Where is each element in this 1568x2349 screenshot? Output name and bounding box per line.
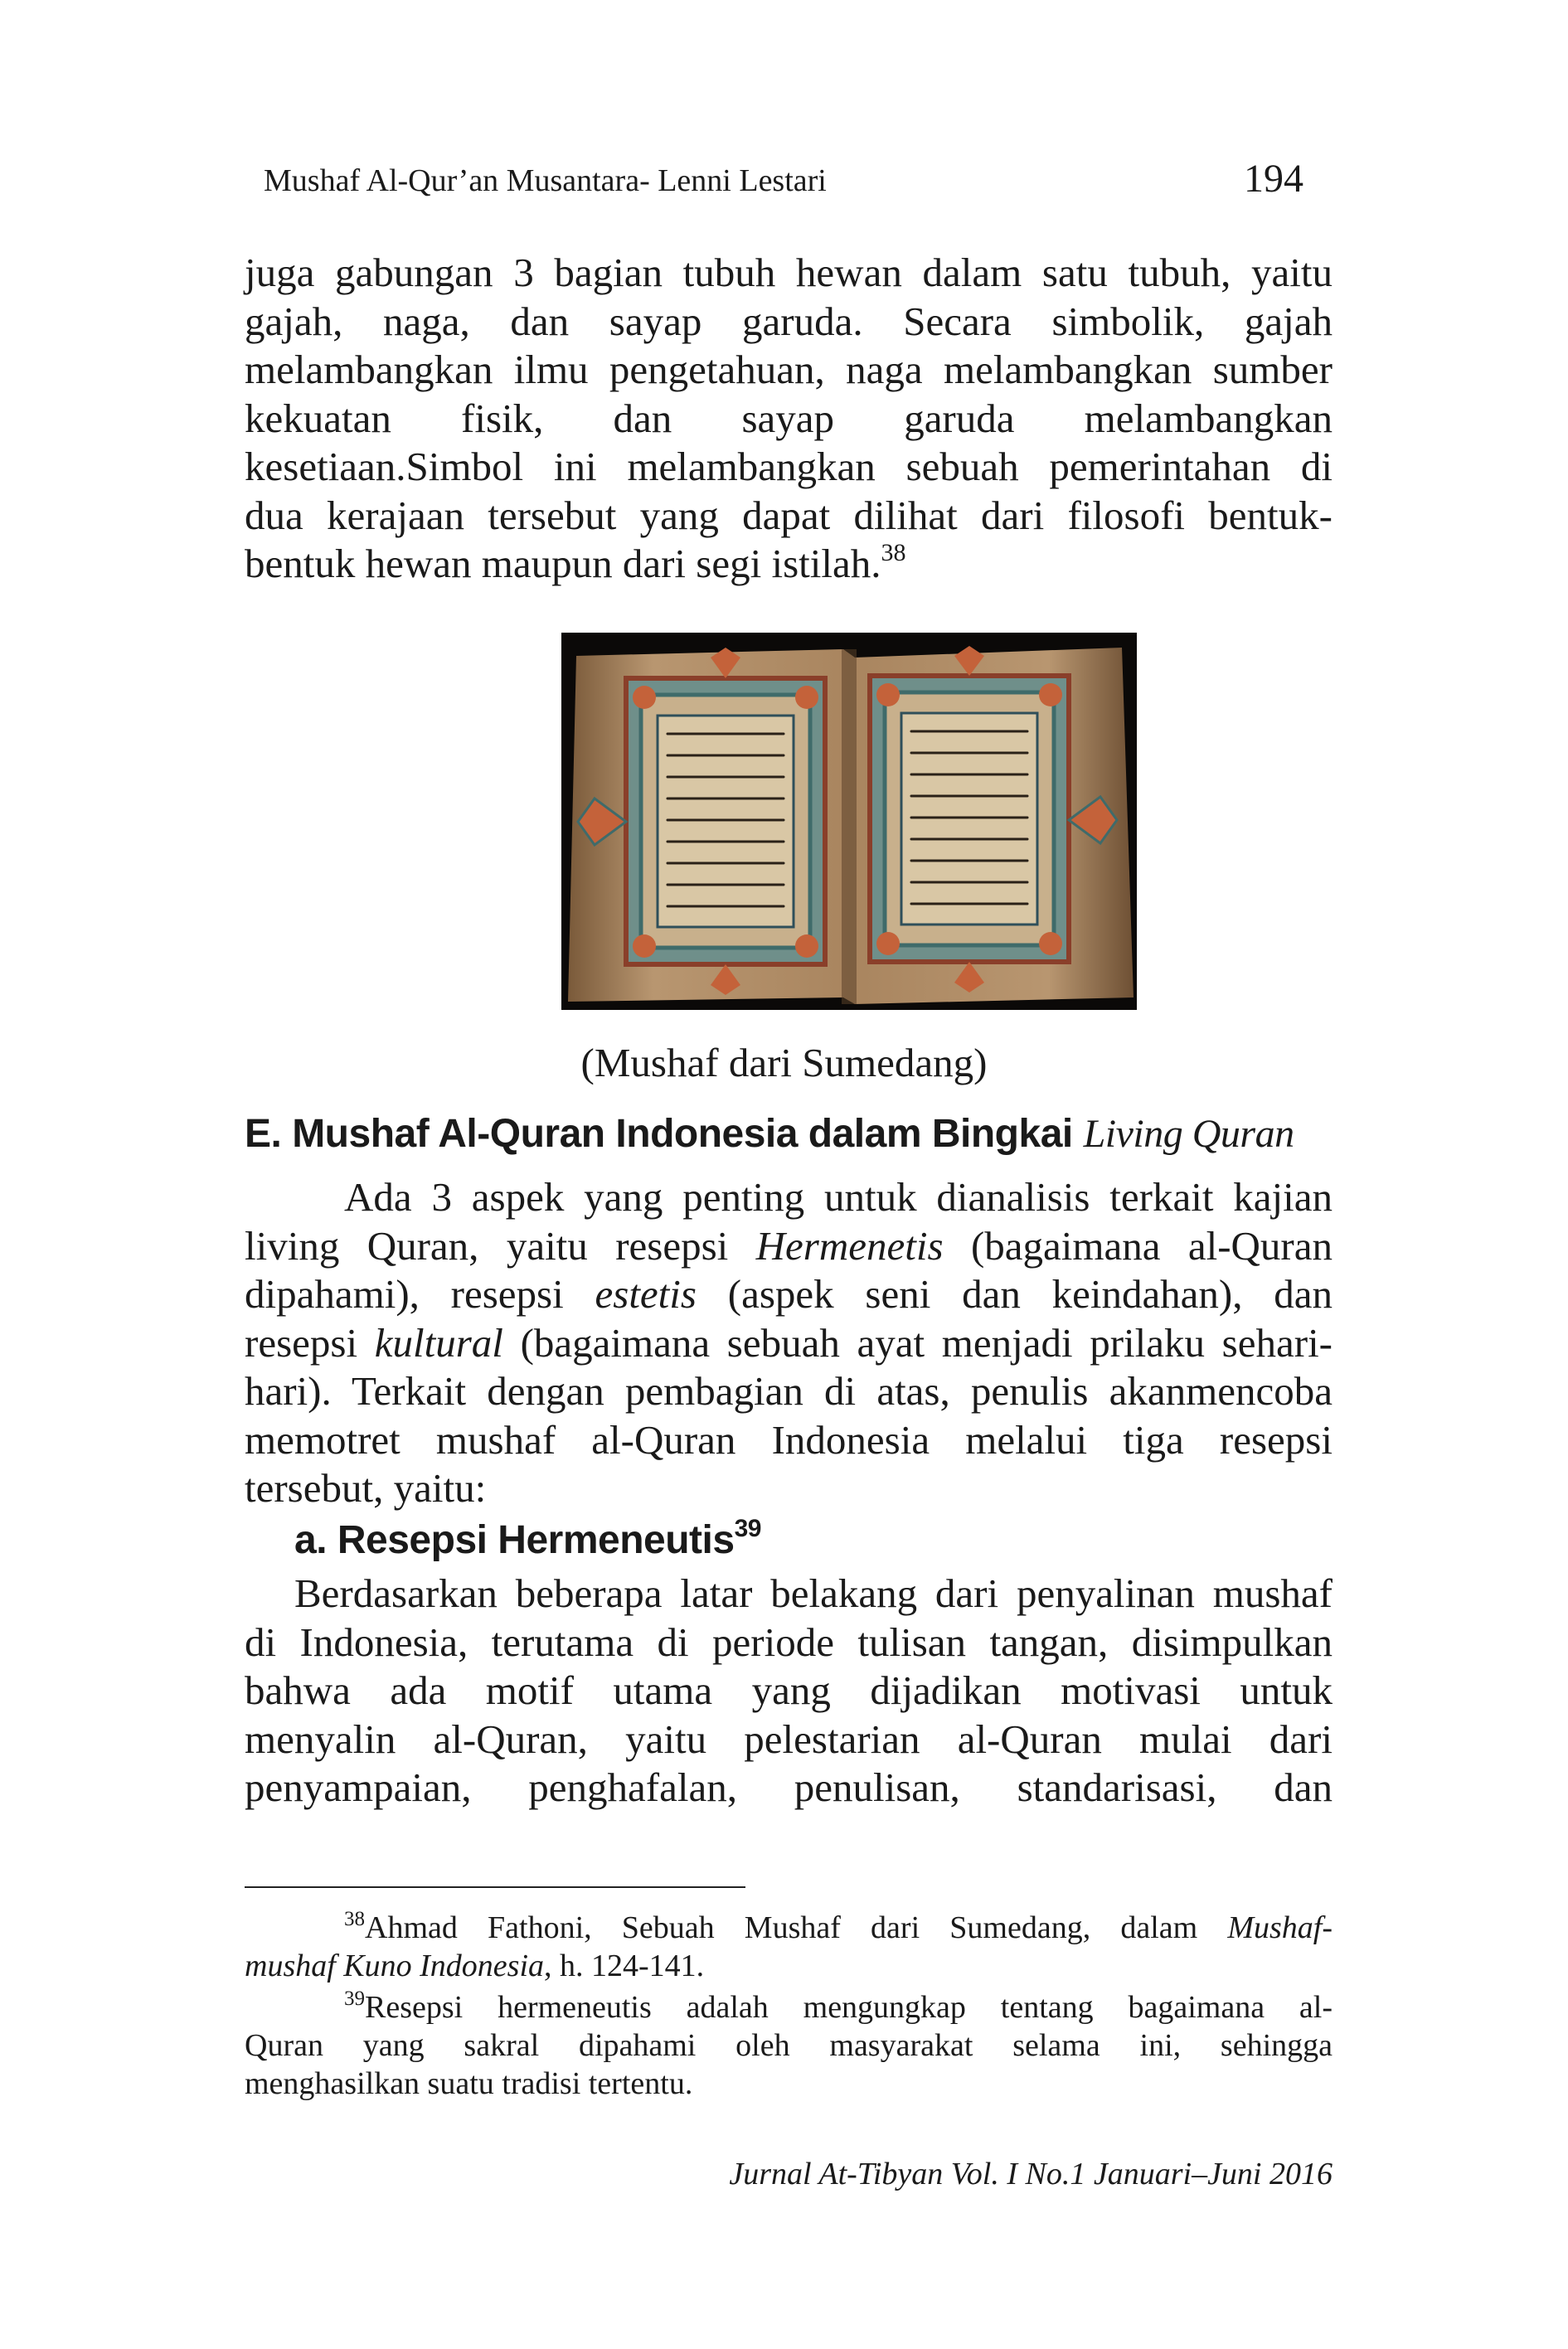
- footnote-39: [245, 1988, 1333, 2103]
- italic-term: kultural: [374, 1319, 503, 1366]
- footnote-divider: [245, 1886, 745, 1888]
- text-line: Quran yang sakral dipahami oleh masyarakat selama ini, sehingga: [245, 2028, 1333, 2063]
- text-fragment: (bagaimana sebuah ayat menjadi prilaku sehari-: [520, 1319, 1333, 1366]
- section-heading-italic: Living Quran: [1083, 1112, 1294, 1156]
- subsection-heading-text: a. Resepsi Hermeneutis: [294, 1518, 735, 1562]
- footnote-ref-38[interactable]: 38: [881, 539, 906, 566]
- paragraph-2: [245, 1173, 1333, 1513]
- text-fragment: living Quran, yaitu resepsi: [245, 1222, 729, 1269]
- page-number: 194: [1244, 157, 1303, 201]
- text-line: bahwa ada motif utama yang dijadikan motivasi untuk: [245, 1667, 1333, 1713]
- text-line: melambangkan ilmu pengetahuan, naga melambangkan sumber: [245, 347, 1333, 392]
- text-line: [245, 1270, 1333, 1319]
- text-fragment: , h. 124-141.: [544, 1949, 705, 1983]
- text-fragment: (aspek seni dan keindahan), dan: [727, 1271, 1333, 1317]
- text-line: dua kerajaan tersebut yang dapat dilihat dari filosofi bentuk-: [245, 492, 1333, 538]
- text-line: menghasilkan suatu tradisi tertentu.: [245, 2066, 693, 2101]
- text-line: gajah, naga, dan sayap garuda. Secara simbolik, gajah: [245, 298, 1333, 344]
- text-line: hari). Terkait dengan pembagian di atas, penulis akanmencoba: [245, 1368, 1333, 1414]
- text-line: [245, 1222, 1333, 1271]
- footnote-38: [245, 1909, 1333, 1985]
- footnote-number: 38: [344, 1908, 365, 1930]
- text-line: [245, 540, 1333, 589]
- text-line: [245, 1319, 1333, 1368]
- text-line: Ada 3 aspek yang penting untuk dianalisis terkait kajian: [344, 1174, 1333, 1220]
- text-fragment: Resepsi hermeneutis adalah mengungkap tentang bagaimana al-: [365, 1990, 1333, 2025]
- text-line: penyampaian, penghafalan, penulisan, standarisasi, dan: [245, 1764, 1333, 1810]
- footnote-ref-39[interactable]: 39: [734, 1515, 761, 1542]
- paragraph-3: [245, 1570, 1333, 1813]
- section-heading-e: [245, 1111, 1294, 1157]
- text-fragment: bentuk hewan maupun dari segi istilah.: [245, 541, 881, 586]
- text-line: Berdasarkan beberapa latar belakang dari penyalinan mushaf: [294, 1570, 1333, 1616]
- text-fragment: resepsi: [245, 1319, 358, 1366]
- text-fragment: (bagaimana al-Quran: [970, 1222, 1333, 1269]
- italic-term: Mushaf-: [1227, 1910, 1333, 1945]
- text-fragment: Ahmad Fathoni, Sebuah Mushaf dari Sumedang, dalam: [365, 1910, 1198, 1945]
- italic-term: Hermenetis: [755, 1222, 944, 1269]
- text-line: [245, 1909, 1333, 1947]
- text-line: kesetiaan.Simbol ini melambangkan sebuah pemerintahan di: [245, 444, 1333, 489]
- italic-term: mushaf Kuno Indonesia: [245, 1949, 544, 1983]
- text-line: memotret mushaf al-Quran Indonesia melalui tiga resepsi: [245, 1416, 1333, 1463]
- text-line: menyalin al-Quran, yaitu pelestarian al-Quran mulai dari: [245, 1716, 1333, 1762]
- paragraph-1: [245, 249, 1333, 589]
- section-heading-text: E. Mushaf Al-Quran Indonesia dalam Bingkai: [245, 1112, 1073, 1156]
- mushaf-photo: [561, 633, 1137, 1010]
- journal-footer: Jurnal At-Tibyan Vol. I No.1 Januari–Juni 2016: [729, 2157, 1333, 2191]
- italic-term: estetis: [595, 1271, 697, 1317]
- text-line: tersebut, yaitu:: [245, 1465, 487, 1511]
- figure-caption: (Mushaf dari Sumedang): [580, 1040, 988, 1085]
- text-line: di Indonesia, terutama di periode tulisan tangan, disimpulkan: [245, 1619, 1333, 1665]
- text-line: [245, 1988, 1333, 2026]
- footnote-number: 39: [344, 1987, 365, 2010]
- running-header: Mushaf Al-Qur’an Musantara- Lenni Lestari: [264, 163, 827, 198]
- text-line: juga gabungan 3 bagian tubuh hewan dalam satu tubuh, yaitu: [245, 250, 1333, 295]
- mushaf-illustration: [561, 633, 1137, 1010]
- text-line: kekuatan fisik, dan sayap garuda melambangkan: [245, 395, 1333, 441]
- subsection-heading-a: [294, 1517, 761, 1563]
- text-fragment: dipahami), resepsi: [245, 1271, 564, 1317]
- text-line: [245, 1947, 1333, 1985]
